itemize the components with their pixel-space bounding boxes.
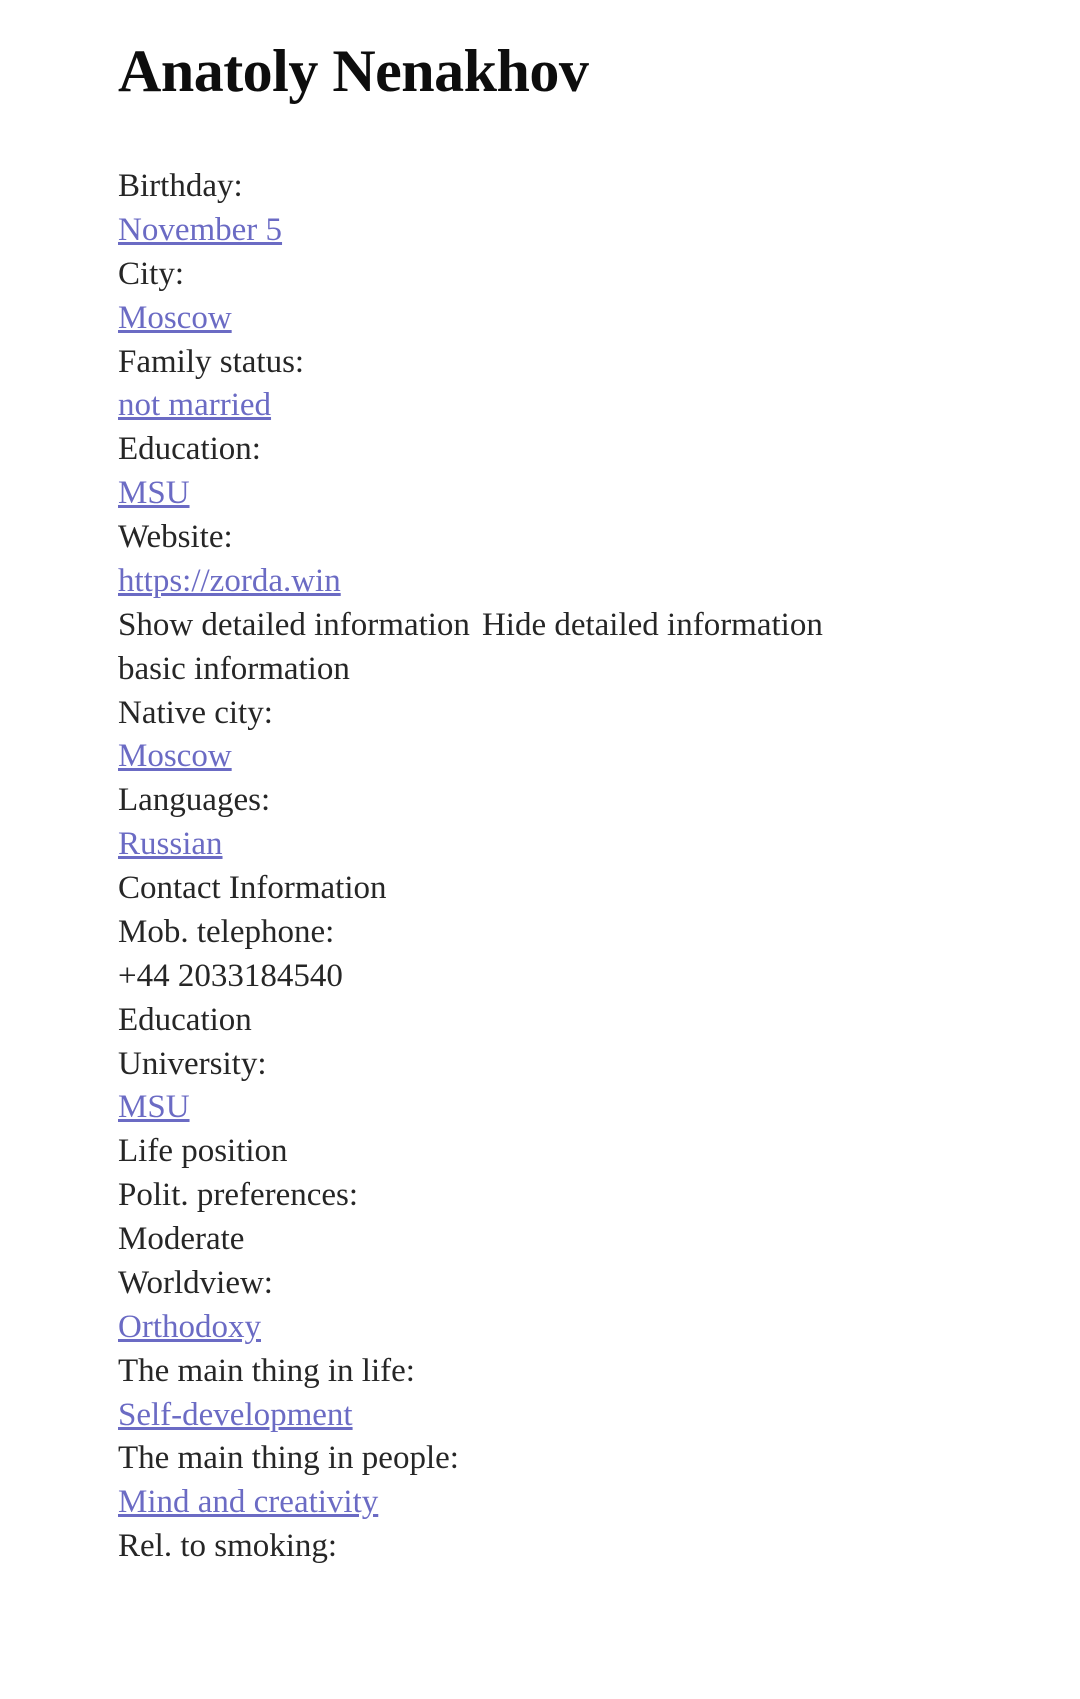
- section-heading-life-position: Life position: [118, 1133, 288, 1170]
- field-value-main-thing-in-life: [118, 1394, 1020, 1438]
- field-label: Mob. telephone:: [118, 913, 335, 950]
- hide-detailed-information-button[interactable]: Hide detailed information: [481, 606, 823, 643]
- field-label: The main thing in life:: [118, 1352, 415, 1389]
- university-link[interactable]: MSU: [118, 1089, 190, 1126]
- field-label: Birthday:: [118, 168, 243, 204]
- education-link[interactable]: MSU: [118, 475, 190, 512]
- field-label: Native city:: [118, 694, 273, 731]
- family-status-link[interactable]: not married: [118, 387, 272, 424]
- field-label: University:: [118, 1045, 267, 1082]
- field-value-mobile-telephone: +44 2033184540: [118, 957, 343, 994]
- field-label: Worldview:: [118, 1264, 273, 1301]
- field-label: Rel. to smoking:: [118, 1528, 338, 1565]
- main-thing-in-people-link[interactable]: Mind and creativity: [118, 1484, 379, 1521]
- field-value-website: [118, 560, 1020, 604]
- field-value-worldview: [118, 1306, 1020, 1350]
- field-value-education: [118, 472, 1020, 516]
- field-value-family-status: [118, 384, 1020, 428]
- section-heading-basic-information: basic information: [118, 650, 350, 687]
- field-label: The main thing in people:: [118, 1440, 459, 1477]
- detail-toggles: [118, 604, 1020, 648]
- section-heading-education: Education: [118, 1001, 252, 1038]
- field-label: City:: [118, 255, 185, 292]
- worldview-link[interactable]: Orthodoxy: [118, 1308, 261, 1345]
- profile-info-list: [118, 165, 1020, 1569]
- field-value-main-thing-in-people: [118, 1481, 1020, 1525]
- field-label: Family status:: [118, 343, 305, 380]
- field-value-university: [118, 1086, 1020, 1130]
- website-link[interactable]: https://zorda.win: [118, 562, 341, 599]
- page-title: Anatoly Nenakhov: [118, 38, 589, 104]
- field-value-languages: [118, 823, 1020, 867]
- section-heading-contact-information: Contact Information: [118, 870, 387, 906]
- field-label: Website:: [118, 519, 233, 555]
- field-label: Polit. preferences:: [118, 1177, 359, 1214]
- field-value-polit-preferences: Moderate: [118, 1221, 245, 1257]
- birthday-link[interactable]: November 5: [118, 211, 283, 248]
- main-thing-in-life-link[interactable]: Self-development: [118, 1396, 353, 1433]
- native-city-link[interactable]: Moscow: [118, 738, 232, 775]
- languages-link[interactable]: Russian: [118, 826, 223, 863]
- field-value-birthday: [118, 209, 1020, 253]
- show-detailed-information-button[interactable]: Show detailed information: [118, 606, 470, 643]
- field-value-city: [118, 297, 1020, 341]
- field-value-native-city: [118, 735, 1020, 779]
- field-label: Languages:: [118, 782, 271, 819]
- city-link[interactable]: Moscow: [118, 299, 232, 336]
- field-label: Education:: [118, 431, 261, 468]
